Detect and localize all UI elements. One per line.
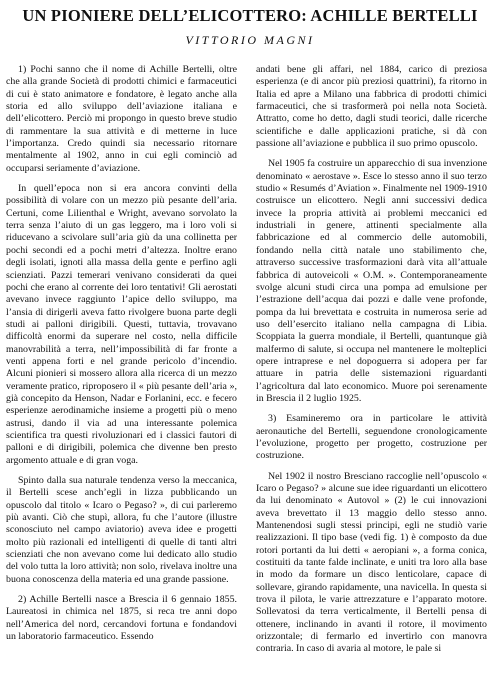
left-text-column <box>6 64 237 676</box>
article-title: UN PIONIERE DELL’ELICOTTERO: ACHILLE BERTELLI <box>22 6 478 25</box>
paragraph: In quell’epoca non si era ancora convinti della possibilità di volare con un mezzo più pesante dell’aria. Certuni, come Lilienthal e Wright, avevano sorvolato la terra senza l’aiuto di un gas leggero, ma i loro voli si riducevano a scivolare sull’aria giù da una collinetta per pochi secondi ed a pochi metri d’altezza. Inoltre erano degli isolati, ignoti alla massa della gente e perfino agli scienziati. Pazzi temerari venivano considerati da quei pochi che erano al corrente dei loro tentativi! Gli aerostati avevano invece raggiunto l’apice dello sviluppo, ma l’ansia di dirigerli aveva fatto rivolgere buona parte degli studi ai palloni dirigibili. Questi, tuttavia, trovavano difficoltà enormi da superare nel costo, nella difficile manovrabilità a terra, nell’impossibilità di far fronte a venti appena forti e nel grande pericolo d’incendio. Alcuni pionieri si mossero allora alla ricerca di un mezzo veramente pratico, riproposero il « più pesante dell’aria », già concepito da Henson, Nadar e Forlanini, ecc. e fecero esperienze aerodinamiche insieme a progetti più o meno astrusi, dando il via ad una interessante polemica scientifica tra questi rivoluzionari ed i classici fautori di palloni e di dirigibili, polemica che divenne ben presto argomento attuale e di gran voga. <box>6 183 237 466</box>
article-author: VITTORIO MAGNI <box>185 33 315 47</box>
paragraph: 2) Achille Bertelli nasce a Brescia il 6 gennaio 1855. Laureatosi in chimica nel 1875, si reca tre anni dopo nell’America del nord, cercandovi fortuna e fondandovi un laboratorio farmaceutico. Essendo <box>6 594 237 643</box>
paragraph: 1) Pochi sanno che il nome di Achille Bertelli, oltre che alla grande Società di prodotti chimici e farmaceutici di cui è stato animatore e fondatore, è legato anche alla storia ed allo sviluppo dell’aviazione italiana e dell’elicottero. Perciò mi propongo in questo breve studio di rammentare la sua attività e di metterne in luce l’importanza. Credo quindi sia necessario ritornare mentalmente al 1902, anno in cui egli cominciò ad occuparsi seriamente d’aviazione. <box>6 64 237 174</box>
paragraph: Spinto dalla sua naturale tendenza verso la meccanica, il Bertelli scese anch’egli in lizza pubblicando un opuscolo dal titolo « Icaro o Pegaso? », di cui parleremo più avanti. Ciò che stupì, allora, fu che l’autore (illustre sconosciuto nel campo aviatorio) aveva idee e progetti molto più razionali ed intelligenti di quelle di tanti altri scienziati che non avevano come lui dedicato allo studio del volo tutta la loro attività; non solo, rivelava inoltre una buona conoscenza della materia ed una grande passione. <box>6 475 237 585</box>
paragraph: Nel 1905 fa costruire un apparecchio di sua invenzione denominato « aerostave ». Esce lo stesso anno il suo terzo studio « Resumés d’Aviation ». Finalmente nel 1909-1910 costruisce un elicottero. Negli anni successivi dedica invece la propria attività ai problemi meccanici ed industriali in genere, attinenti specialmente alla fabbricazione ed al commercio delle automobili, fondando nella città natale uno stabilimento che, attraverso successive trasformazioni darà vita all’attuale fabbrica di autoveicoli « O.M. ». Contemporaneamente svolge alcuni studi circa una pompa ad emulsione per l’estrazione dell’acqua dai pozzi e dalle vene profonde, pompa da lui brevettata e costruita in numerosa serie ad uso dell’esercito italiano nella campagna di Libia. Scoppiata la guerra mondiale, il Bertelli, quantunque già malfermo di salute, si occupa nel mantenere le molteplici opere intraprese e nel dopoguerra si adopera per far attuare in patria delle sistemazioni riguardanti l’agricoltura dal lato economico. Muore poi serenamente in Brescia il 2 luglio 1925. <box>256 158 487 404</box>
paragraph: Nel 1902 il nostro Bresciano raccoglie nell’opuscolo « Icaro o Pegaso? » alcune sue idee riguardanti un elicottero da lui denominato « Autovol » (2) le cui innovazioni aveva brevettato il 13 maggio dello stesso anno. Mantenendosi sugli stessi principi, egli ne studiò varie realizzazioni. Il tipo base (vedi fig. 1) è composto da due rotori portanti da lui detti « aeropiani », a forma conica, costituiti da tante falde inclinate, e uniti tra loro alla base in modo da formare un disco lenticolare, capace di sollevare, girando rapidamente, una navicella. In questa si trova il pilota, le varie attrezzature e l’apparato motore. Sollevatosi da terra verticalmente, il Bertelli pensa di ottenere, inclinando in avanti il rotore, il movimento orizzontale; di fermarlo ed invertirlo con manovra contraria. In caso di avaria al motore, le pale si <box>256 470 487 655</box>
paragraph: andati bene gli affari, nel 1884, carico di preziosa esperienza (e di ancor più preziosi quattrini), fa ritorno in Italia ed apre a Milano una fabbrica di prodotti chimici farmaceutici, che si trasformerà poi nella nota Società. Attratto, come ho detto, dagli studi teorici, dalle ricerche scientifiche e dalle applicazioni pratiche, si dà con passione all’aviazione e pubblica il suo primo opuscolo. <box>256 64 487 150</box>
paragraph: 3) Esamineremo ora in particolare le attività aeronautiche del Bertelli, seguendone cronologicamente l’evoluzione, progetto per progetto, costruzione per costruzione. <box>256 413 487 462</box>
right-text-column <box>256 64 487 676</box>
